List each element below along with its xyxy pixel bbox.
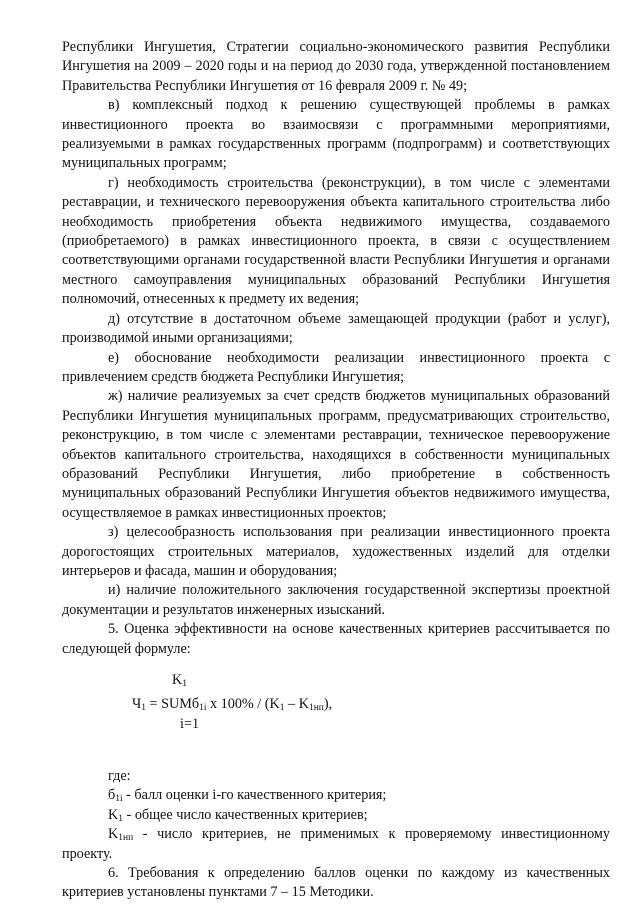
- formula-sum-lower-limit: i=1: [180, 716, 200, 732]
- paragraph-e: е) обоснование необходимости реализации инвестиционного проекта с привлечением средств бюджета Республики Ингушетия;: [62, 349, 610, 385]
- document-page: [62, 38, 610, 903]
- paragraph-i: и) наличие положительного заключения государственной экспертизы проектной документации и результатов инженерных изысканий.: [62, 582, 610, 618]
- formula-sum-upper-limit: $K_1$: [172, 672, 187, 689]
- paragraph-v: в) комплексный подход к решению существующей проблемы в рамках инвестиционного проекта во взаимосвязи с программными мероприятиями, реализуемыми в рамках государственных программ (подпрограмм) и соответствующих муниципальных программ;: [62, 97, 610, 172]
- paragraph-5: 5. Оценка эффективности на основе качественных критериев рассчитывается по следующей формуле:: [62, 621, 610, 657]
- legend-heading: где:: [108, 768, 131, 784]
- formula-block: [62, 671, 610, 749]
- formula-main-line: $Ч_1$ = SUMб$_{1i}$ x $100\% / (K_1 - K_{1нп})$,: [132, 696, 333, 713]
- legend-item-total: $K_1$ - общее число качественных критериев;: [108, 806, 368, 824]
- paragraph-zh: ж) наличие реализуемых за счет средств бюджетов муниципальных образований Республики Ингушетия муниципальных программ, предусматривающих строительство, реконструкцию, в том числе с элементами реставрации, техническое перевооружение объектов капитального строительства, находящихся в собственности муниципальных образований Республики Ингушетия, либо приобретение в собственность муниципальных образований Республики Ингушетия объектов недвижимого имущества, осуществляемое в рамках инвестиционных проектов;: [62, 388, 610, 521]
- paragraph-intro: Республики Ингушетия, Стратегии социально-экономического развития Республики Ингушетия на 2009 – 2020 годы и на период до 2030 года, утвержденной постановлением Правительства Республики Ингушетия от 16 февраля 2009 г. № 49;: [62, 39, 610, 94]
- legend-item-not-applicable: $K_{1нп}$ - число критериев, не применимых к проверяемому инвестиционному проекту.: [62, 826, 610, 862]
- paragraph-g: г) необходимость строительства (реконструкции), в том числе с элементами реставрации, и технического перевооружения объекта капитального строительства либо необходимость приобретения объекта недвижимого имущества, создаваемого (приобретаемого) в рамках инвестиционного проекта, в связи с осуществлением соответствующими органами государственной власти Республики Ингушетия и органами местного самоуправления муниципальных образований Республики Ингушетия полномочий, отнесенных к предмету их ведения;: [62, 174, 610, 308]
- paragraph-d: д) отсутствие в достаточном объеме замещающей продукции (работ и услуг), производимой иными организациями;: [62, 310, 610, 347]
- legend-item-score: $б_{1i}$ - балл оценки i-го качественного критерия;: [108, 787, 387, 805]
- paragraph-6: 6. Требования к определению баллов оценки по каждому из качественных критериев установлены пунктами 7 – 15 Методики.: [62, 865, 610, 901]
- paragraph-z: з) целесообразность использования при реализации инвестиционного проекта дорогостоящих строительных материалов, художественных изделий для отделки интерьеров и фасада, машин и оборудования;: [62, 524, 610, 579]
